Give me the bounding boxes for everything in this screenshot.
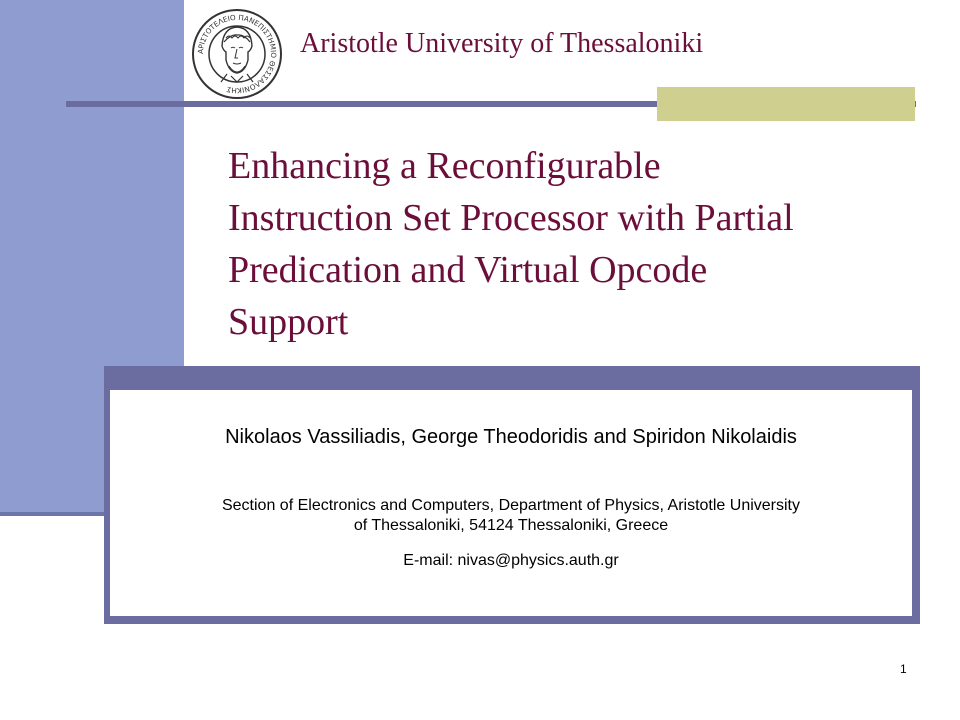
slide-title-line: Enhancing a Reconfigurable xyxy=(228,145,661,187)
slide-title-line: Instruction Set Processor with Partial xyxy=(228,197,794,239)
university-name: Aristotle University of Thessaloniki xyxy=(300,28,704,59)
slide-title-line: Support xyxy=(228,301,349,343)
university-seal-icon xyxy=(191,8,283,100)
author-affiliation xyxy=(120,496,902,536)
page-number: 1 xyxy=(900,662,907,676)
slide-title-line: Predication and Virtual Opcode xyxy=(228,249,708,291)
slide-title xyxy=(228,140,928,348)
authors-box xyxy=(110,390,912,616)
accent-block xyxy=(657,87,915,121)
affiliation-line: of Thessaloniki, 54124 Thessaloniki, Greece xyxy=(353,517,669,534)
affiliation-line: Section of Electronics and Computers, Department of Physics, Aristotle University xyxy=(221,497,800,514)
author-names: Nikolaos Vassiliadis, George Theodoridis and Spiridon Nikolaidis xyxy=(225,426,797,448)
seal-ring-text: ΑΡΙΣΤΟΤΕΛΕΙΟ ΠΑΝΕΠΙΣΤΗΜΙΟ ΘΕΣΣΑΛΟΝΙΚΗΣ xyxy=(195,12,279,96)
author-email: E-mail: nivas@physics.auth.gr xyxy=(403,552,619,569)
